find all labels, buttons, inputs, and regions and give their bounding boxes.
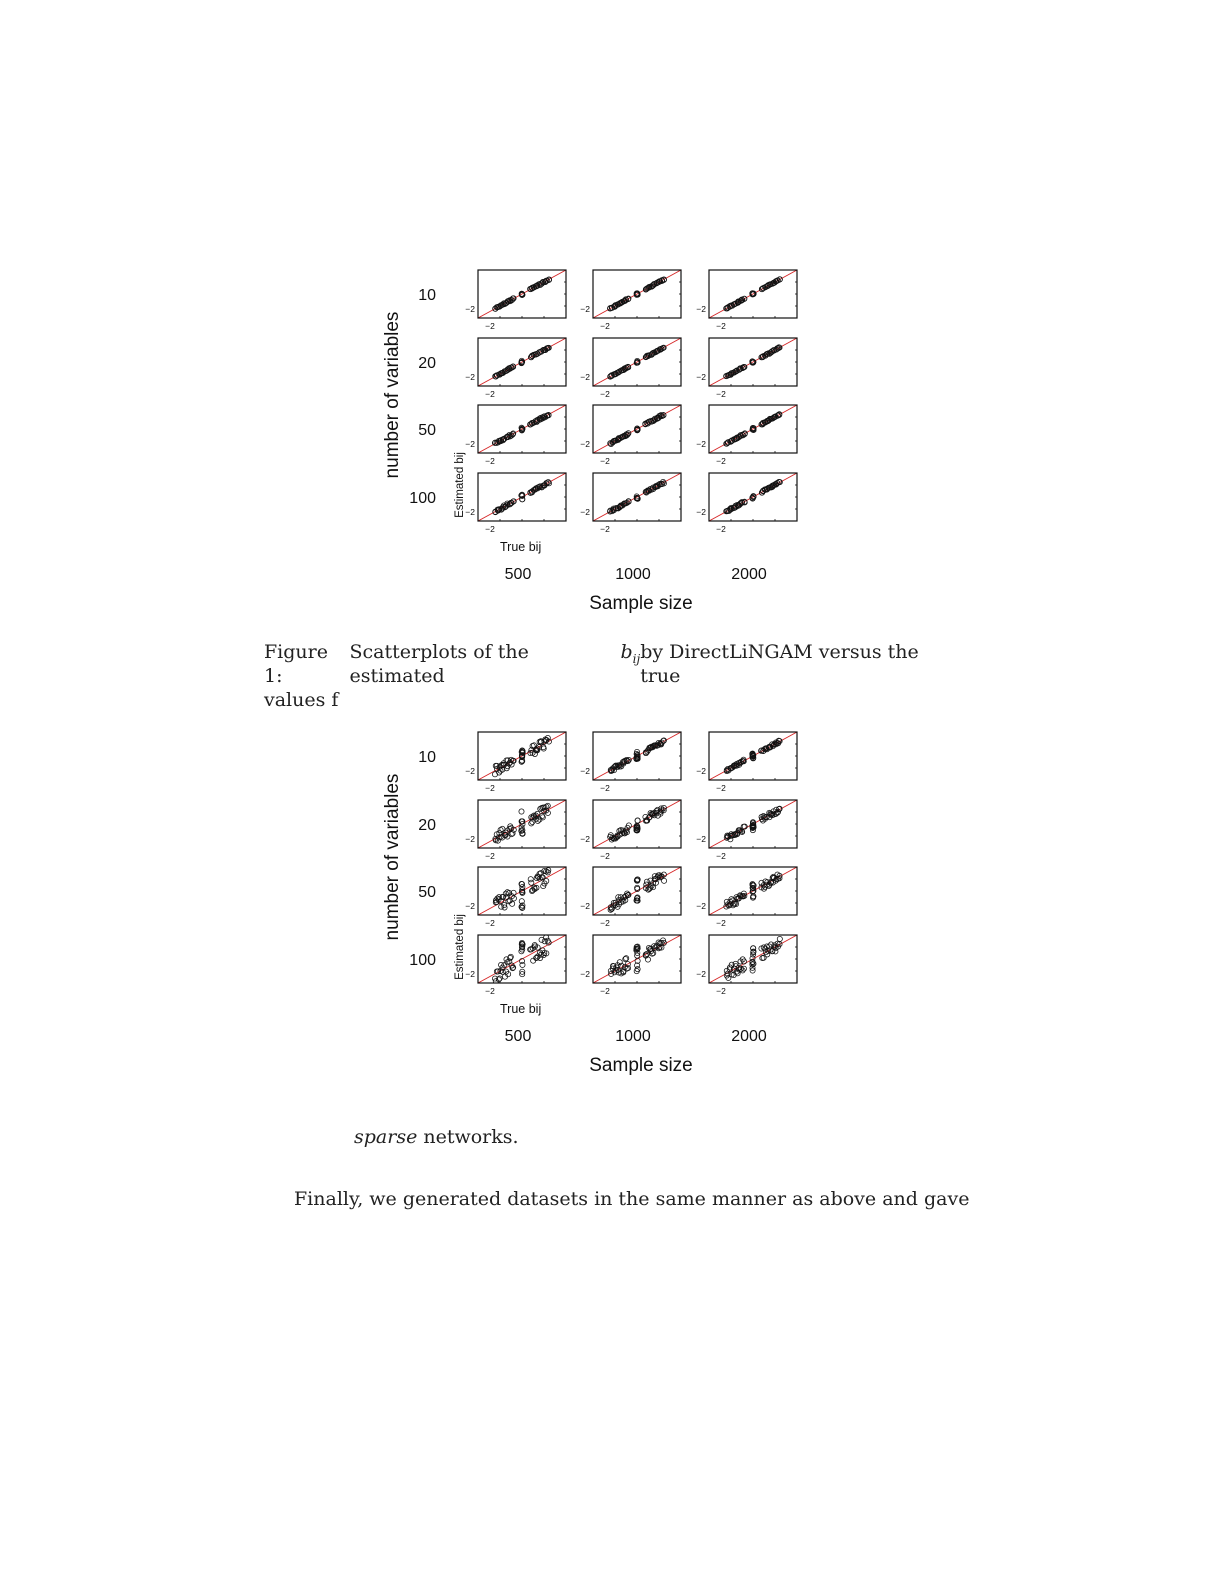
caption-line-2: values f [264,689,339,711]
panel-10-500 [465,732,566,793]
row-label-10: 10 [418,287,436,304]
y-tick-label: −2 [465,969,475,979]
panel-50-500 [465,405,566,466]
caption-text-before: Scatterplots of the estimated [349,641,529,687]
caption-label: Figure 1: [264,641,328,687]
reference-line [593,338,681,386]
panel-50-2000 [696,867,797,928]
data-point [529,880,534,885]
x-tick-label: −2 [716,851,726,861]
y-tick-label: −2 [580,901,590,911]
panel-10-500 [465,270,566,331]
x-tick-label: −2 [600,783,610,793]
row-label-20: 20 [418,355,436,372]
panel-20-500 [465,338,566,399]
y-tick-label: −2 [580,834,590,844]
y-tick-label: −2 [696,507,706,517]
reference-line [478,405,566,453]
data-point [545,938,550,943]
x-tick-label: −2 [485,321,495,331]
row-label-10: 10 [418,749,436,766]
panel-100-500 [465,473,566,534]
panel-50-2000 [696,405,797,466]
x-tick-label: −2 [485,918,495,928]
y-tick-label: −2 [696,304,706,314]
x-tick-label: −2 [485,389,495,399]
x-axis-title: Sample size [589,593,693,614]
x-tick-label: −2 [716,389,726,399]
y-tick-label: −2 [465,304,475,314]
emphasis-sparse: sparse [354,1126,418,1148]
reference-line [593,405,681,453]
y-tick-label: −2 [696,834,706,844]
x-tick-label: −2 [716,456,726,466]
reference-line [478,270,566,318]
y-tick-label: −2 [465,834,475,844]
panel-100-2000 [696,935,797,996]
x-tick-label: −2 [485,851,495,861]
figure-1 [370,255,840,614]
y-tick-label: −2 [696,439,706,449]
row-label-50: 50 [418,884,436,901]
y-tick-label: −2 [580,766,590,776]
x-tick-label: −2 [600,321,610,331]
reference-line [593,935,681,983]
panel-100-2000 [696,473,797,534]
y-tick-label: −2 [696,901,706,911]
x-tick-label: −2 [485,986,495,996]
y-tick-label: −2 [580,507,590,517]
data-point [634,969,639,974]
panel-x-label: True bij [500,1002,542,1016]
panel-10-1000 [580,270,681,331]
figure-2 [370,717,840,1076]
panel-20-2000 [696,338,797,399]
panel-100-1000 [580,935,681,996]
column-label-500: 500 [504,1028,532,1045]
scatter-grid-2 [370,717,840,1087]
x-tick-label: −2 [600,456,610,466]
panel-50-1000 [580,867,681,928]
data-point [499,904,504,909]
panel-10-1000 [580,732,681,793]
column-label-1000: 1000 [615,566,651,583]
caption-math: $b_{ij}$ [620,641,641,666]
data-point [635,818,640,823]
y-tick-label: −2 [696,372,706,382]
y-axis-title: number of variables [382,773,403,941]
reference-line [593,473,681,521]
paragraph-sparse [354,1126,519,1148]
row-label-100: 100 [409,490,436,507]
x-tick-label: −2 [600,389,610,399]
y-tick-label: −2 [465,766,475,776]
y-tick-label: −2 [465,439,475,449]
reference-line [709,405,797,453]
row-label-100: 100 [409,952,436,969]
reference-line [478,732,566,780]
x-tick-label: −2 [485,456,495,466]
row-label-20: 20 [418,817,436,834]
x-tick-label: −2 [600,918,610,928]
panel-20-2000 [696,800,797,861]
caption-text-after: by DirectLiNGAM versus the true [640,641,919,687]
column-label-2000: 2000 [731,1028,767,1045]
y-tick-label: −2 [696,969,706,979]
reference-line [478,338,566,386]
y-axis-title: number of variables [382,311,403,479]
reference-line [709,473,797,521]
data-point [661,878,666,883]
x-tick-label: −2 [600,986,610,996]
data-point [519,809,524,814]
x-tick-label: −2 [716,783,726,793]
data-point [777,936,782,941]
y-tick-label: −2 [580,372,590,382]
paragraph-finally: Finally, we generated datasets in the same manner as above and gave [294,1188,970,1210]
panel-20-1000 [580,338,681,399]
panel-10-2000 [696,270,797,331]
x-tick-label: −2 [485,783,495,793]
data-point [520,962,525,967]
column-label-500: 500 [504,566,532,583]
reference-line [709,270,797,318]
data-point [511,896,516,901]
panel-10-2000 [696,732,797,793]
panel-100-500 [465,935,566,996]
x-tick-label: −2 [600,851,610,861]
y-tick-label: −2 [580,969,590,979]
column-label-2000: 2000 [731,566,767,583]
data-point [644,879,649,884]
y-tick-label: −2 [465,507,475,517]
y-tick-label: −2 [696,766,706,776]
x-tick-label: −2 [716,986,726,996]
y-tick-label: −2 [580,304,590,314]
reference-line [709,338,797,386]
y-tick-label: −2 [465,372,475,382]
panel-y-label: Estimated bij [454,914,466,980]
panel-100-1000 [580,473,681,534]
y-tick-label: −2 [465,901,475,911]
x-tick-label: −2 [716,524,726,534]
panel-50-500 [465,867,566,928]
x-axis-title: Sample size [589,1055,693,1076]
x-tick-label: −2 [716,918,726,928]
y-tick-label: −2 [580,439,590,449]
scatter-grid-1 [370,255,840,625]
figure-caption [264,640,954,712]
panel-y-label: Estimated bij [454,452,466,518]
x-tick-label: −2 [600,524,610,534]
panel-20-500 [465,800,566,861]
reference-line [593,270,681,318]
column-label-1000: 1000 [615,1028,651,1045]
x-tick-label: −2 [485,524,495,534]
x-tick-label: −2 [716,321,726,331]
panel-20-1000 [580,800,681,861]
paragraph-sparse-rest: networks. [417,1126,519,1148]
panel-x-label: True bij [500,540,542,554]
row-label-50: 50 [418,422,436,439]
reference-line [593,867,681,915]
panel-50-1000 [580,405,681,466]
